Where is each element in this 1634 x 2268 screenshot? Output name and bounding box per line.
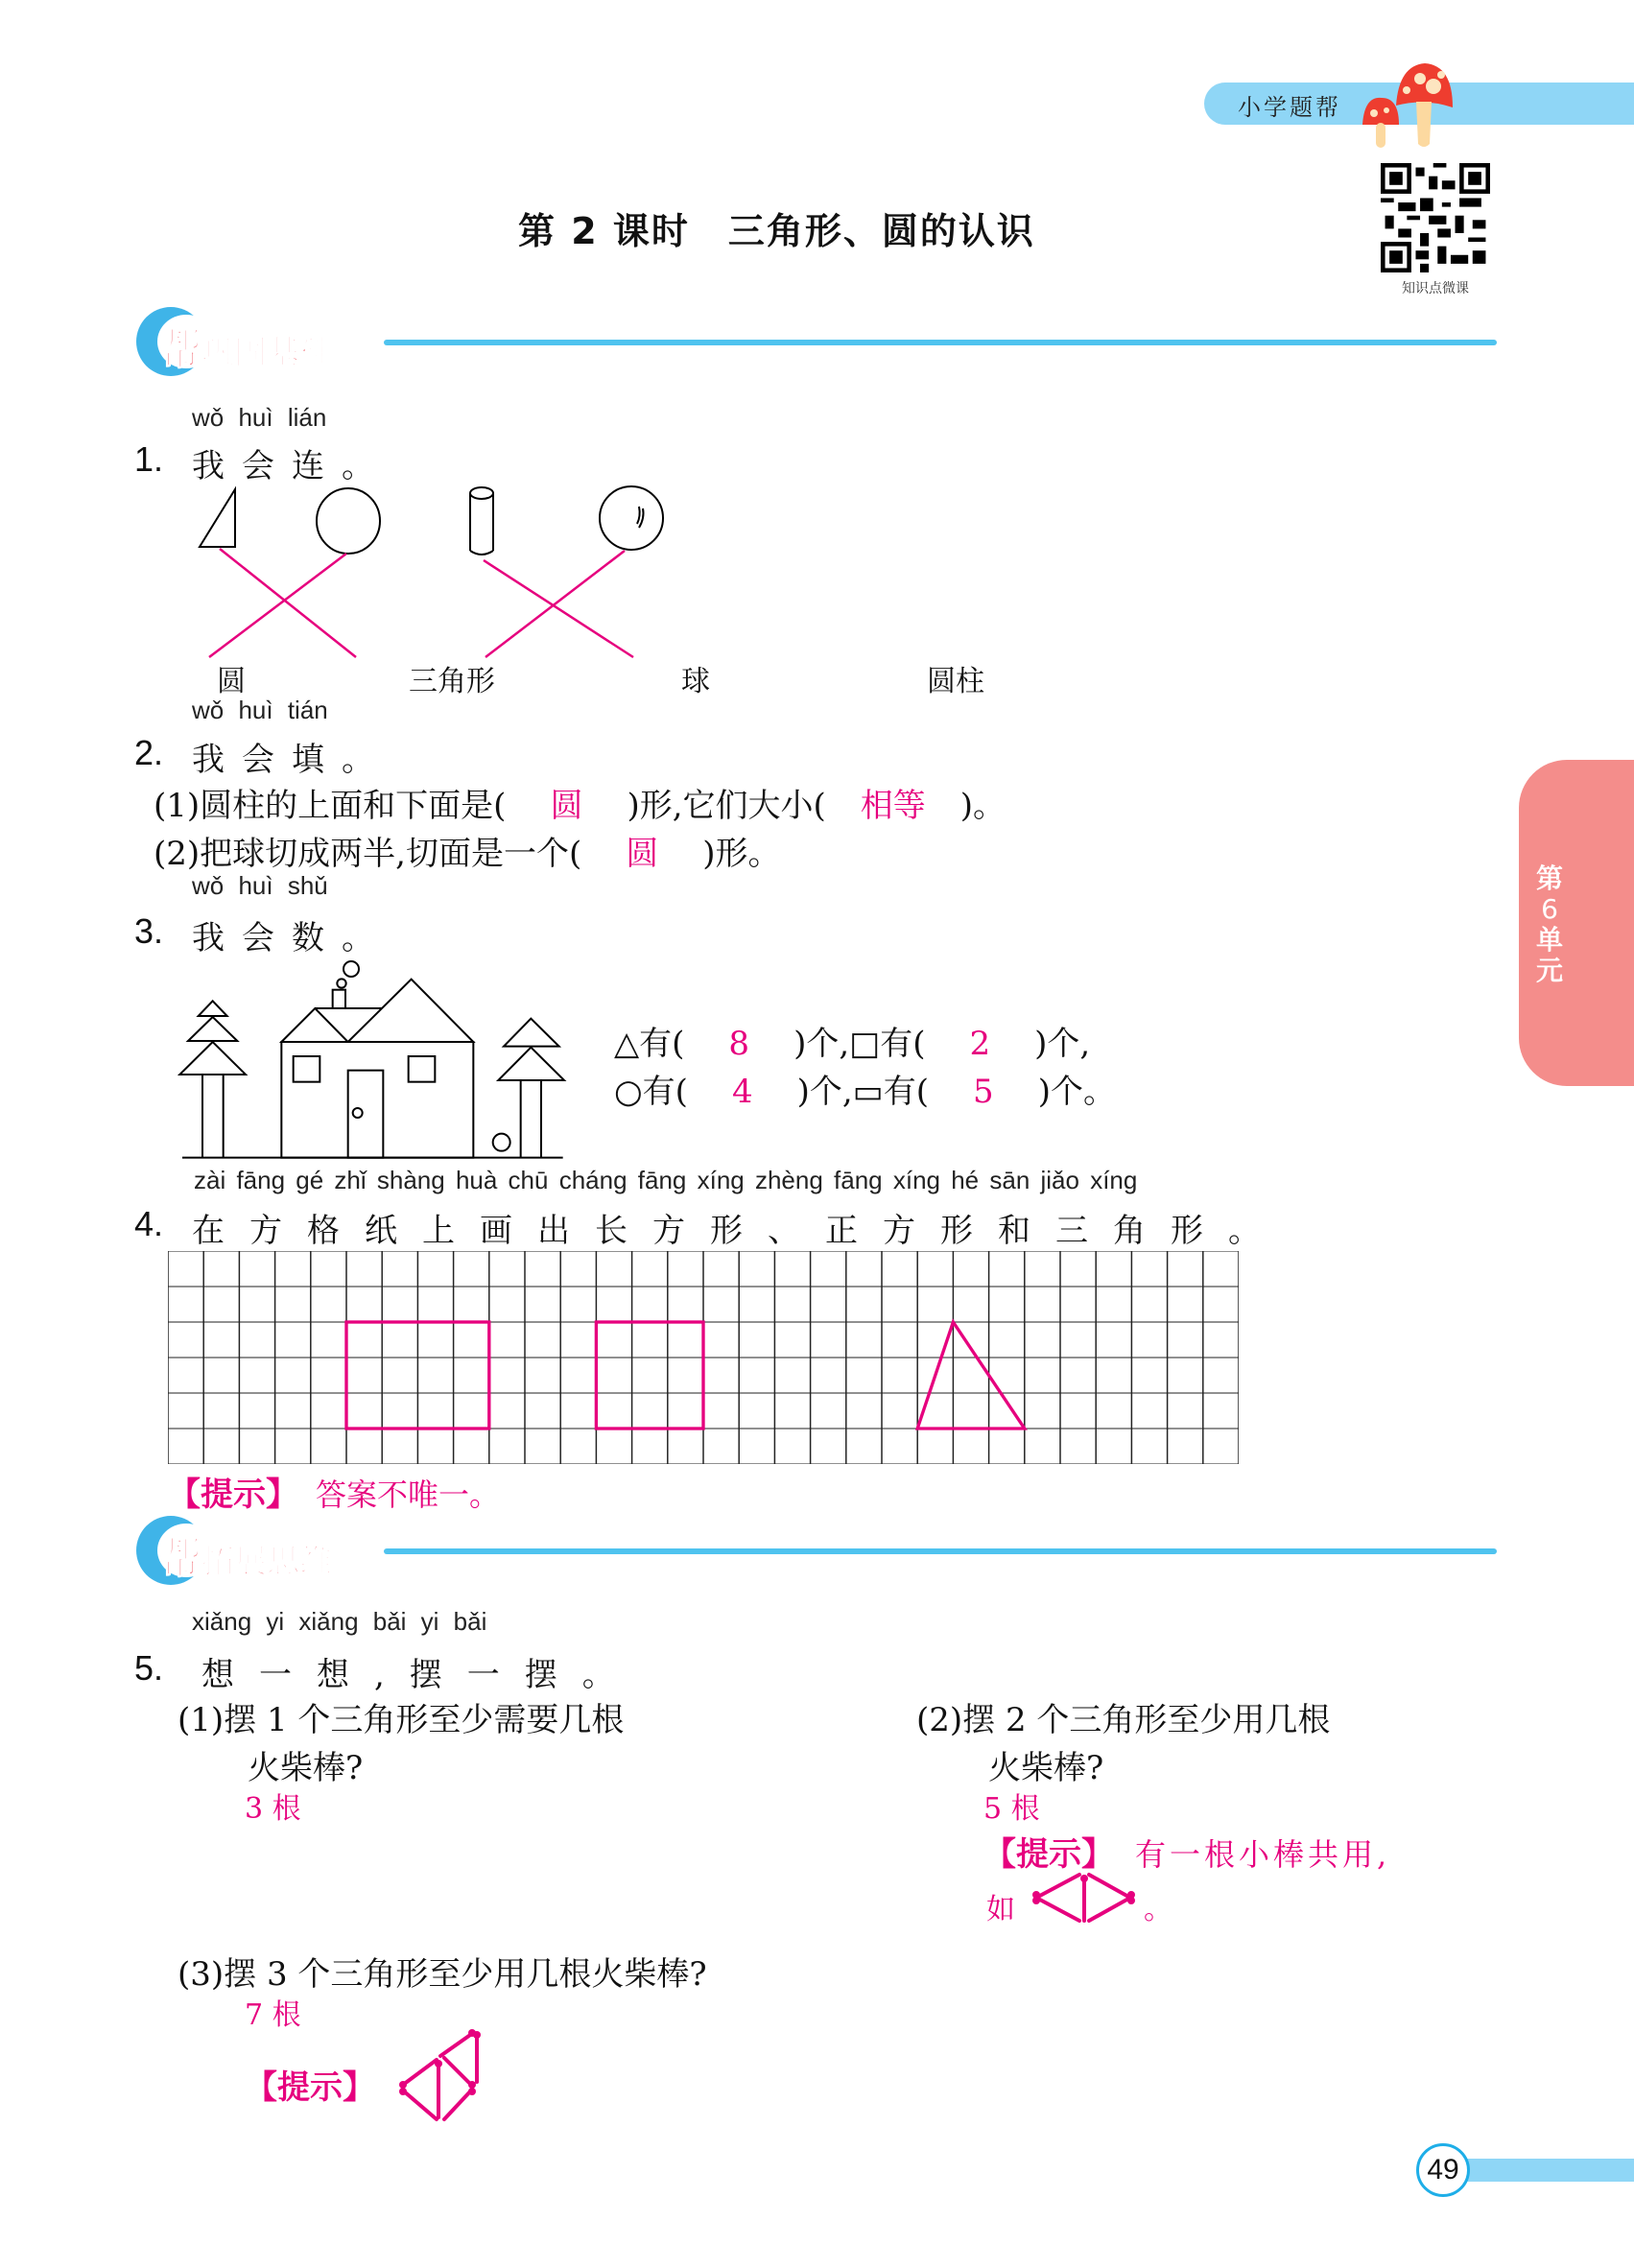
q2-sub2: (2)把球切成两半,切面是一个( 圆 )形。	[154, 835, 781, 873]
q4-number: 4.	[134, 1204, 164, 1243]
q2-text: 我会填。	[192, 741, 391, 779]
two-triangles-matchsticks	[1031, 1869, 1137, 1926]
mushroom-icon	[1353, 58, 1468, 154]
q5-sub1-question-cont: 火柴棒?	[248, 1749, 364, 1787]
lesson-title: 第 2 课时 三角形、圆的认识	[518, 210, 1035, 252]
answer-blank[interactable]: 4	[731, 1073, 753, 1111]
q2-sub1: (1)圆柱的上面和下面是( 圆 )形,它们大小( 相等 )。	[154, 787, 1006, 825]
page-footer-bar	[1458, 2159, 1634, 2182]
three-triangles-matchsticks	[398, 2029, 523, 2125]
q3-count-row1: △有( 8 )个,□有( 2 )个,	[614, 1025, 1091, 1063]
section-title: 帮拓展思维	[159, 1534, 332, 1583]
q5-sub2-question-cont: 火柴棒?	[988, 1749, 1104, 1787]
q2-pinyin: wǒ huì tián	[192, 696, 328, 724]
q5-sub2-hint-example: 如	[986, 1893, 1015, 1926]
answer-blank[interactable]: 8	[728, 1025, 750, 1063]
q5-sub3-hint: 【提示】	[245, 2068, 375, 2107]
q1-matching-diagram	[173, 470, 1036, 672]
q5-pinyin: xiǎng yi xiǎng bǎi yi bǎi	[192, 1607, 487, 1636]
answer-blank[interactable]: 圆	[626, 835, 659, 873]
q3-pinyin: wǒ huì shǔ	[192, 871, 328, 900]
q1-number: 1.	[134, 439, 164, 479]
triangle-shape	[200, 489, 235, 547]
answer-blank[interactable]: 圆	[550, 787, 583, 825]
section-title: 帮巩固基础	[159, 325, 332, 374]
q5-sub2-hint: 【提示】 有一根小棒共用,	[983, 1835, 1391, 1874]
q5-sub2-answer[interactable]: 5 根	[983, 1792, 1040, 1826]
label-triangle: 三角形	[409, 665, 495, 698]
unit-tab-label: 第 6 单 元	[1535, 862, 1563, 986]
page-number: 49	[1416, 2143, 1470, 2197]
q1-text: 我会连。	[192, 447, 391, 485]
label-circle: 圆	[217, 665, 246, 698]
drawn-square	[596, 1322, 703, 1429]
q4-pinyin: zài fāng gé zhǐ shàng huà chū cháng fāng xíng zhèng fāng xíng hé sān jiǎo xíng	[194, 1166, 1138, 1194]
q5-sub1-answer[interactable]: 3 根	[245, 1792, 301, 1826]
label-sphere: 球	[681, 665, 710, 698]
q3-number: 3.	[134, 911, 164, 951]
qr-code[interactable]	[1379, 163, 1492, 272]
section-divider	[384, 340, 1497, 345]
match-line	[209, 554, 346, 657]
q5-sub2-question: (2)摆 2 个三角形至少用几根	[916, 1701, 1331, 1739]
q5-sub1-question: (1)摆 1 个三角形至少需要几根	[178, 1701, 625, 1739]
q5-sub2-hint-end: 。	[1144, 1893, 1172, 1926]
brand-name: 小学题帮	[1238, 94, 1341, 121]
house-picture	[163, 940, 585, 1170]
section-header-extension	[136, 1516, 1499, 1583]
match-line	[220, 549, 356, 657]
q5-text: 想一想,摆一摆。	[201, 1656, 640, 1694]
q1-pinyin: wǒ huì lián	[192, 403, 327, 432]
qr-label: 知识点微课	[1402, 281, 1469, 296]
q5-sub3-question: (3)摆 3 个三角形至少用几根火柴棒?	[178, 1955, 707, 1994]
match-line	[485, 551, 625, 657]
section-divider	[384, 1548, 1497, 1554]
answer-blank[interactable]: 相等	[860, 787, 926, 825]
drawn-triangle	[917, 1322, 1025, 1429]
q2-number: 2.	[134, 733, 164, 772]
q3-count-row2: ○有( 4 )个,▭有( 5 )个。	[614, 1073, 1116, 1111]
grid-paper[interactable]	[168, 1251, 1239, 1464]
sphere-shape	[600, 486, 663, 550]
cylinder-shape	[470, 487, 493, 555]
q4-hint: 【提示】 答案不唯一。	[168, 1476, 501, 1514]
q5-number: 5.	[134, 1648, 164, 1688]
q5-sub3-answer[interactable]: 7 根	[245, 1998, 301, 2032]
answer-blank[interactable]: 2	[969, 1025, 991, 1063]
q4-text: 在方格纸上画出长方形、正方形和三角形。	[192, 1212, 1286, 1250]
answer-blank[interactable]: 5	[973, 1073, 994, 1111]
q3-text: 我会数。	[192, 919, 391, 957]
label-cylinder: 圆柱	[927, 665, 984, 698]
section-header-basics	[136, 307, 1499, 374]
circle-shape	[317, 488, 380, 554]
